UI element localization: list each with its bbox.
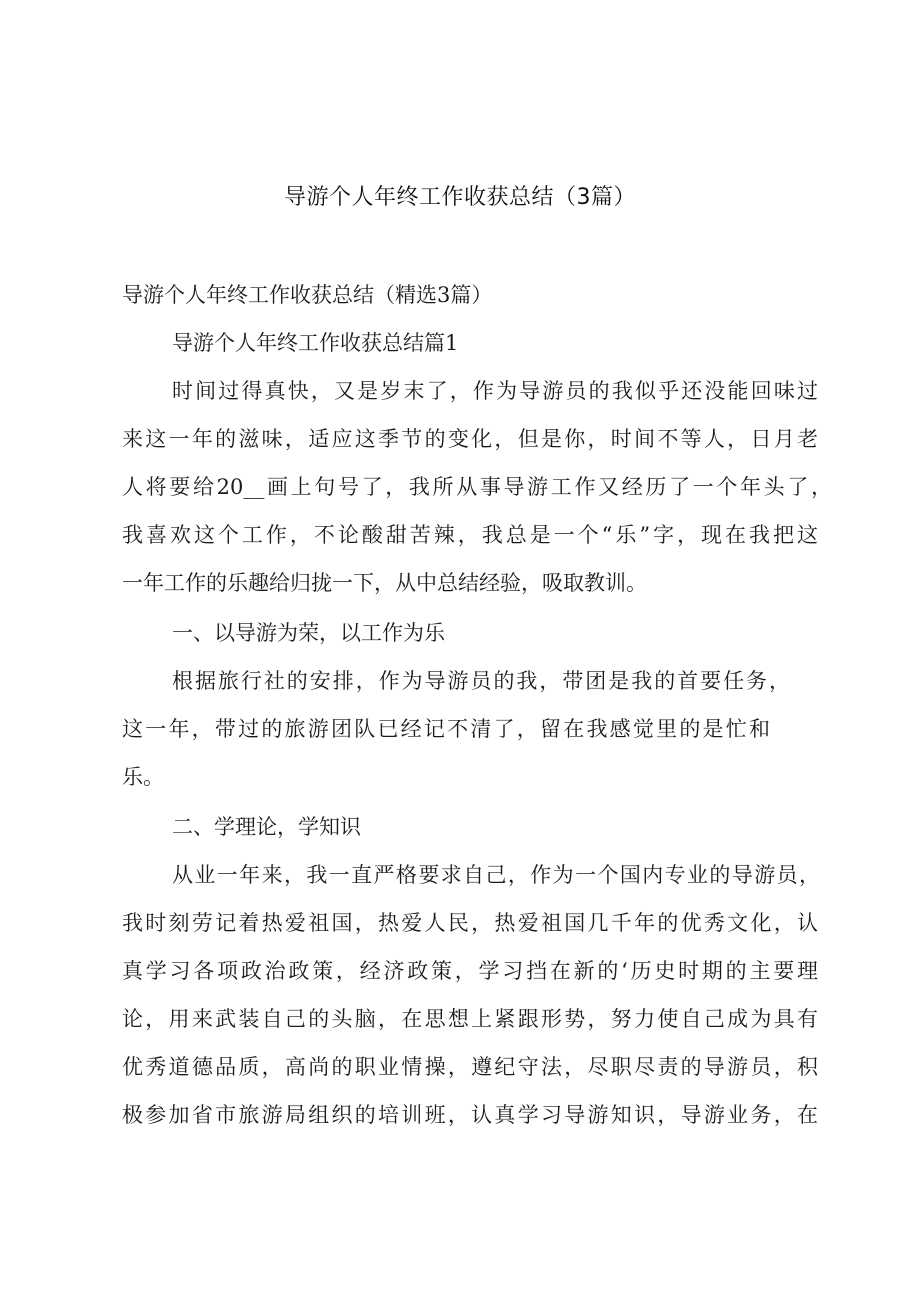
heading-one: 一、以导游为荣，以工作为乐 (172, 621, 445, 645)
paragraph-line: 真学习各项政治政策，经济政策，学习挡在新的‘历史时期的主要理 (122, 959, 818, 983)
paragraph-line: 乐。 (122, 765, 164, 789)
paragraph-line: 来这一年的滋味，适应这季节的变化，但是你，时间不等人，日月老 (122, 427, 818, 451)
paragraph-line: 从业一年来，我一直严格要求自己，作为一个国内专业的导游员， (172, 863, 820, 887)
document-title: 导游个人年终工作收获总结（3篇） (284, 185, 636, 210)
paragraph-line: 时间过得真快，又是岁末了，作为导游员的我似乎还没能回味过 (172, 379, 818, 403)
paragraph-line: 论，用来武装自己的头脑，在思想上紧跟形势，努力使自己成为具有 (122, 1007, 818, 1031)
paragraph-line: 一年工作的乐趣给归拢一下，从中总结经验，吸取教训。 (122, 571, 647, 595)
paragraph-line: 人将要给20__画上句号了，我所从事导游工作又经历了一个年头了， (122, 475, 832, 499)
paragraph-line: 根据旅行社的安排，作为导游员的我，带团是我的首要任务， (172, 669, 790, 693)
paragraph-line: 我喜欢这个工作，不论酸甜苦辣，我总是一个“乐”字，现在我把这 (122, 523, 818, 547)
paragraph-line: 极参加省市旅游局组织的培训班，认真学习导游知识，导游业务，在 (122, 1103, 818, 1127)
paragraph-line: 我时刻劳记着热爱祖国，热爱人民，热爱祖国几千年的优秀文化，认 (122, 911, 818, 935)
section-heading: 导游个人年终工作收获总结篇1 (172, 331, 459, 355)
heading-two: 二、学理论，学知识 (172, 815, 361, 839)
paragraph-line: 优秀道德品质，高尚的职业情操，遵纪守法，尽职尽责的导游员，积 (122, 1055, 818, 1079)
paragraph-line: 这一年，带过的旅游团队已经记不清了，留在我感觉里的是忙和 (122, 717, 770, 741)
document-subtitle: 导游个人年终工作收获总结（精选3篇） (122, 283, 493, 307)
